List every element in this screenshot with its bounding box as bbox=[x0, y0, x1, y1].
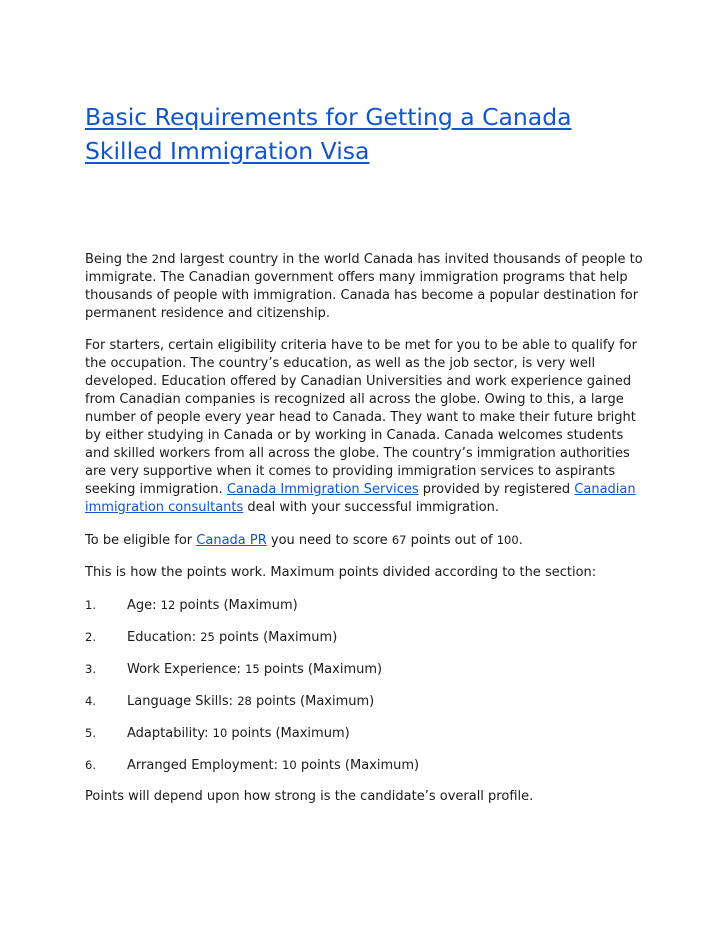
points-intro-paragraph: This is how the points work. Maximum points divided according to the section: bbox=[85, 565, 597, 580]
list-points: 10 bbox=[212, 726, 228, 740]
closing-paragraph: Points will depend upon how strong is the candidate’s overall profile. bbox=[85, 789, 534, 804]
list-item bbox=[85, 724, 645, 742]
canadian-immigration-consultants-link[interactable]: Canadian immigration consultants bbox=[85, 482, 636, 515]
list-label: Age: bbox=[127, 598, 161, 613]
list-label: Work Experience: bbox=[127, 662, 246, 677]
eligibility-text-2: provided by registered bbox=[418, 482, 575, 497]
list-points: 10 bbox=[282, 758, 297, 772]
list-points: 25 bbox=[200, 630, 215, 644]
list-label: Arranged Employment: bbox=[127, 758, 283, 773]
points-list bbox=[85, 596, 645, 774]
score-total: 100 bbox=[496, 533, 519, 547]
list-index: 1. bbox=[85, 598, 96, 612]
score-required: 67 bbox=[391, 533, 407, 547]
list-suffix: points (Maximum) bbox=[227, 726, 350, 741]
list-suffix: points (Maximum) bbox=[175, 598, 298, 613]
list-points: 15 bbox=[245, 662, 260, 676]
list-suffix: points (Maximum) bbox=[251, 694, 375, 709]
list-index: 5. bbox=[85, 726, 96, 740]
document-body bbox=[85, 250, 645, 820]
intro-text-1: Being the bbox=[85, 252, 152, 267]
list-points: 28 bbox=[237, 694, 252, 708]
list-suffix: points (Maximum) bbox=[296, 758, 420, 773]
list-suffix: points (Maximum) bbox=[259, 662, 383, 677]
title-line-1: Basic Requirements for Getting a Canada bbox=[85, 103, 572, 131]
title-line-2: Skilled Immigration Visa bbox=[85, 137, 370, 165]
list-index: 4. bbox=[85, 694, 96, 708]
page-title bbox=[85, 100, 645, 168]
list-item bbox=[85, 692, 645, 710]
list-item bbox=[85, 628, 645, 646]
score-text-2: you need to score bbox=[266, 533, 392, 548]
list-label: Adaptability: bbox=[127, 726, 213, 741]
intro-number: 2 bbox=[151, 252, 159, 266]
list-index: 6. bbox=[85, 758, 96, 772]
score-paragraph bbox=[85, 531, 645, 550]
score-text-4: . bbox=[518, 533, 523, 548]
intro-paragraph bbox=[85, 250, 645, 323]
eligibility-paragraph bbox=[85, 337, 645, 517]
canada-immigration-services-link[interactable]: Canada Immigration Services bbox=[226, 482, 419, 497]
list-item bbox=[85, 756, 645, 774]
score-text-1: To be eligible for bbox=[85, 533, 197, 548]
intro-text-2: nd largest country in the world Canada has invited thousands of people to immigrate. The Canadian government offers many immigration programs that help thousands of people with immigration. Canada has become a popular destination for permanent residence and citizenship. bbox=[85, 252, 643, 321]
title-link[interactable] bbox=[85, 103, 572, 165]
score-text-3: points out of bbox=[406, 533, 497, 548]
list-index: 2. bbox=[85, 630, 96, 644]
eligibility-text-3: deal with your successful immigration. bbox=[243, 500, 500, 515]
canada-pr-link[interactable]: Canada PR bbox=[196, 533, 267, 548]
list-item bbox=[85, 596, 645, 614]
eligibility-text-1: For starters, certain eligibility criteria have to be met for you to be able to qualify for the occupation. The country’s education, as well as the job sector, is very well developed. Education offered by Canadian Universities and work experience gained from Canadian companies is recognized all across the globe. Owing to this, a large number of people every year head to Canada. They want to make their future bright by either studying in Canada or by working in Canada. Canada welcomes students and skilled workers from all across the globe. The country’s immigration authorities are very supportive when it comes to providing immigration services to aspirants seeking immigration. bbox=[85, 338, 637, 497]
list-label: Education: bbox=[127, 630, 201, 645]
list-suffix: points (Maximum) bbox=[214, 630, 338, 645]
list-item bbox=[85, 660, 645, 678]
list-label: Language Skills: bbox=[127, 694, 238, 709]
list-index: 3. bbox=[85, 662, 96, 676]
list-points: 12 bbox=[160, 598, 176, 612]
